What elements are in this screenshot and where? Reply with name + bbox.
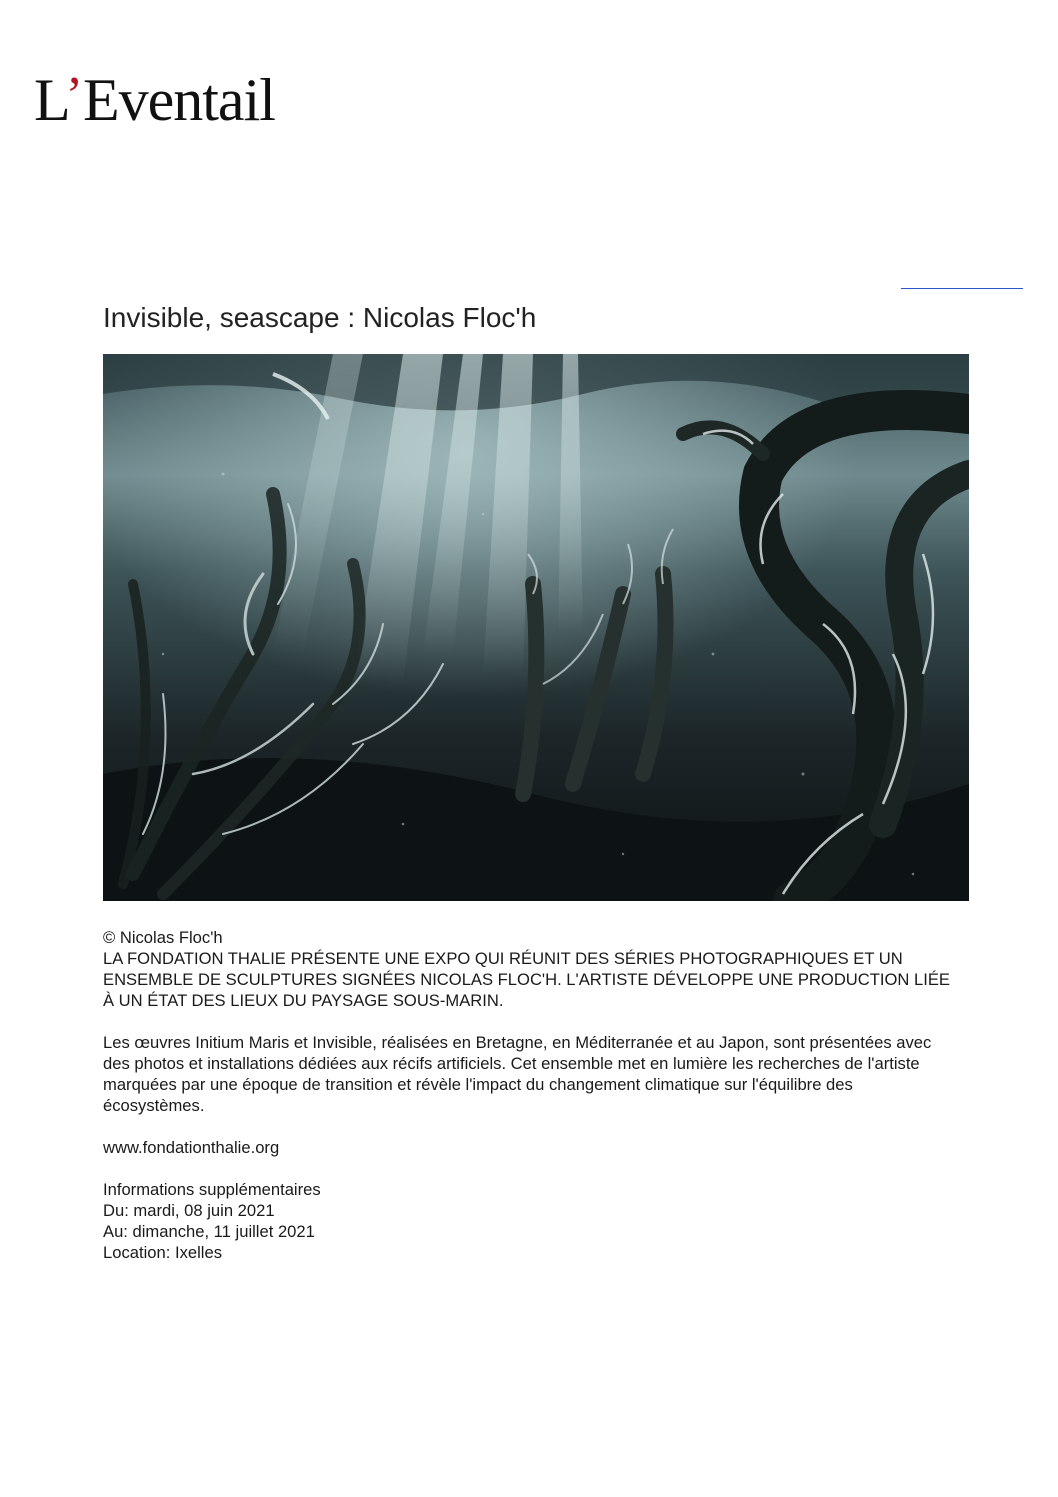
site-logo[interactable] bbox=[34, 67, 275, 133]
website-link[interactable]: www.fondationthalie.org bbox=[103, 1138, 280, 1157]
header-link-underline[interactable] bbox=[901, 288, 1023, 289]
date-from: Du: mardi, 08 juin 2021 bbox=[103, 1201, 275, 1220]
photo-credit: © Nicolas Floc'h bbox=[103, 928, 223, 947]
logo-apostrophe: ’ bbox=[65, 67, 82, 124]
article-body bbox=[103, 927, 955, 1263]
article-title: Invisible, seascape : Nicolas Floc'h bbox=[103, 302, 537, 333]
event-location: Location: Ixelles bbox=[103, 1243, 222, 1262]
article-paragraph: Les œuvres Initium Maris et Invisible, réalisées en Bretagne, en Méditerranée et au Japon, sont présentées avec des photos et installations dédiées aux récifs artificiels. Cet ensemble met en lumière les recherches de l'artiste marquées par une époque de transition et révèle l'impact du changement climatique sur l'équilibre des écosystèmes. bbox=[103, 1033, 932, 1115]
date-to: Au: dimanche, 11 juillet 2021 bbox=[103, 1222, 315, 1241]
logo-letter-l: L bbox=[34, 67, 70, 133]
info-heading: Informations supplémentaires bbox=[103, 1180, 321, 1199]
logo-wordmark: Eventail bbox=[82, 67, 275, 133]
article-photo bbox=[103, 354, 969, 901]
article-lead: LA FONDATION THALIE PRÉSENTE UNE EXPO QUI RÉUNIT DES SÉRIES PHOTOGRAPHIQUES ET UN ENSEMBLE DE SCULPTURES SIGNÉES NICOLAS FLOC'H. L'ARTISTE DÉVELOPPE UNE PRODUCTION LIÉE À UN ÉTAT DES LIEUX DU PAYSAGE SOUS-MARIN. bbox=[103, 949, 950, 1010]
